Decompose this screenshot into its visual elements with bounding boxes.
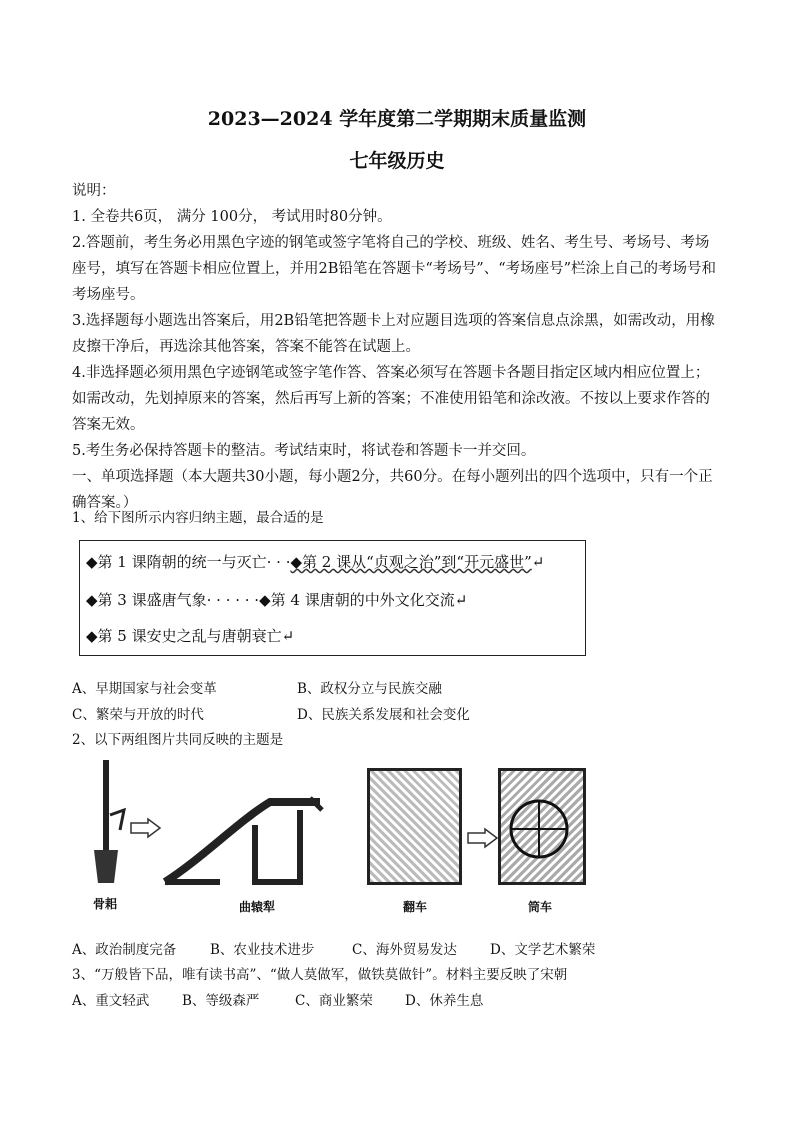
q3-stem: 3、“万般皆下品，唯有读书高”、“做人莫做军，做铁莫做针”。材料主要反映了宋朝 xyxy=(72,967,568,983)
caption-bone-spade: 骨耜 xyxy=(92,897,117,911)
wheel-shape xyxy=(501,771,583,882)
instruction-item: 5.考生务必保持答题卡的整洁。考试结束时，将试卷和答题卡一并交回。 xyxy=(72,443,536,459)
instruction-item: 1. 全卷共6页， 满分 100分， 考试用时80分钟。 xyxy=(72,209,392,225)
exam-title: 2023—2024 学年度第二学期期末质量监测 xyxy=(207,108,587,130)
q1-option-d: D、民族关系发展和社会变化 xyxy=(297,707,470,723)
caption-tube-wheel: 筒车 xyxy=(527,900,552,914)
q3-option-d: D、休养生息 xyxy=(405,993,484,1009)
instruction-item: 4.非选择题必须用黑色字迹钢笔或签字笔作答、答案必须写在答题卡各题目指定区域内相应位置上；如需改动，先划掉原来的答案，然后再写上新的答案；不准使用铅笔和涂改液。不按以上要求作答的答案无效。 xyxy=(72,365,710,433)
q2-option-b: B、农业技术进步 xyxy=(210,942,315,958)
q1-stem: 1、给下图所示内容归纳主题，最合适的是 xyxy=(72,510,324,526)
return-mark: ↵ xyxy=(531,553,545,571)
lesson-5: ◆第 5 课安史之乱与唐朝衰亡 xyxy=(86,627,282,645)
instructions xyxy=(72,178,722,516)
q1-option-a: A、早期国家与社会变革 xyxy=(72,681,217,697)
exam-subject: 七年级历史 xyxy=(349,150,445,172)
lesson-4: ◆第 4 课唐朝的中外文化交流 xyxy=(259,591,455,609)
q1-lesson-box xyxy=(79,540,586,656)
q3-option-b: B、等级森严 xyxy=(182,993,260,1009)
tube-wheel-image xyxy=(498,768,586,885)
arrow-right-icon xyxy=(467,828,499,848)
q2-option-a: A、政治制度完备 xyxy=(72,942,177,958)
q1-option-b: B、政权分立与民族交融 xyxy=(297,681,442,697)
lesson-3: ◆第 3 课盛唐气象· · · · · · xyxy=(86,591,260,609)
lesson-line-1 xyxy=(86,551,544,572)
instructions-heading: 说明： xyxy=(72,183,116,199)
q1-option-c: C、繁荣与开放的时代 xyxy=(72,707,204,723)
arrow-right-icon xyxy=(130,818,162,838)
lesson-2: ◆第 2 课从“贞观之治”到“开元盛世” xyxy=(290,553,532,571)
q2-option-d: D、文学艺术繁荣 xyxy=(490,942,596,958)
lesson-line-2 xyxy=(86,589,467,610)
return-mark: ↵ xyxy=(454,591,468,609)
q2-stem: 2、以下两组图片共同反映的主题是 xyxy=(72,732,284,748)
instruction-item: 2.答题前，考生务必用黑色字迹的钢笔或签字笔将自己的学校、班级、姓名、考生号、考场号、考场座号，填写在答题卡相应位置上，并用2B铅笔在答题卡“考场号”、“考场座号”栏涂上自己的考场号和考场座号。 xyxy=(72,235,717,303)
curved-plow-image xyxy=(160,790,330,890)
lesson-1: ◆第 1 课隋朝的统一与灭亡· · · xyxy=(86,553,291,571)
caption-curved-plow: 曲辕犁 xyxy=(238,900,275,914)
lesson-line-3 xyxy=(86,625,294,646)
q3-option-c: C、商业繁荣 xyxy=(295,993,373,1009)
q3-option-a: A、重文轻武 xyxy=(72,993,150,1009)
q2-option-c: C、海外贸易发达 xyxy=(352,942,457,958)
section-heading: 一、单项选择题（本大题共30小题，每小题2分，共60分。在每小题列出的四个选项中，只有一个正确答案。） xyxy=(72,469,713,511)
return-mark: ↵ xyxy=(281,627,295,645)
water-wheel-fan-image xyxy=(367,768,462,885)
instruction-item: 3.选择题每小题选出答案后，用2B铅笔把答题卡上对应题目选项的答案信息点涂黑，如需改动，用橡皮擦干净后，再选涂其他答案，答案不能答在试题上。 xyxy=(72,313,715,355)
caption-fan-wheel: 翻车 xyxy=(402,900,427,914)
